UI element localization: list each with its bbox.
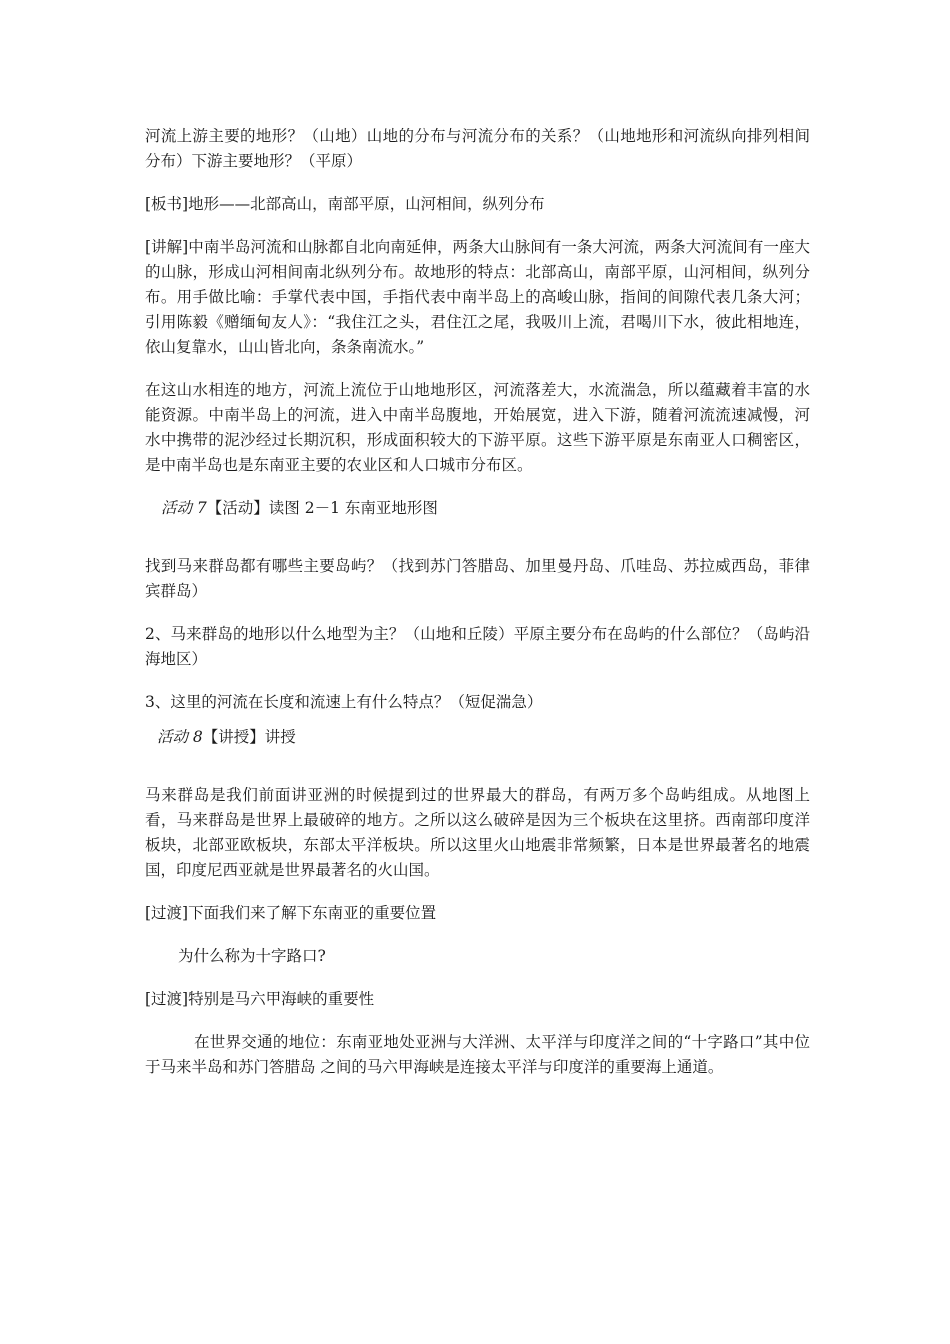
paragraph-river-feature-question: 3、这里的河流在长度和流速上有什么特点？（短促湍急） — [145, 693, 543, 711]
activity-7-label: 活动 7 — [161, 499, 207, 517]
paragraph-malay-islands-question: 找到马来群岛都有哪些主要岛屿？（找到苏门答腊岛、加里曼丹岛、爪哇岛、苏拉威西岛，菲律宾群岛） — [145, 557, 810, 600]
activity-8-heading — [145, 725, 810, 750]
activity-8-label: 活动 8 — [157, 728, 203, 746]
document-body — [145, 124, 810, 1098]
paragraph-malay-terrain-question: 2、马来群岛的地形以什么地型为主？（山地和丘陵）平原主要分布在岛屿的什么部位？（岛屿沿海地区） — [145, 625, 810, 668]
paragraph-crossroads-question: 为什么称为十字路口? — [178, 947, 326, 965]
paragraph-transition-malacca: [过渡]特别是马六甲海峡的重要性 — [145, 990, 375, 1008]
paragraph-upstream-terrain: 河流上游主要的地形？（山地）山地的分布与河流分布的关系？（山地地形和河流纵向排列相间分布）下游主要地形？（平原） — [145, 127, 810, 170]
paragraph-blackboard-terrain: [板书]地形——北部高山，南部平原，山河相间，纵列分布 — [145, 195, 545, 213]
paragraph-transition-location: [过渡]下面我们来了解下东南亚的重要位置 — [145, 904, 437, 922]
paragraph-malay-archipelago: 马来群岛是我们前面讲亚洲的时候提到过的世界最大的群岛，有两万多个岛屿组成。从地图上看，马来群岛是世界上最破碎的地方。之所以这么破碎是因为三个板块在这里挤。西南部印度洋板块，北部亚欧板块，东部太平洋板块。所以这里火山地震非常频繁，日本是世界最著名的地震国，印度尼西亚就是世界最著名的火山国。 — [145, 786, 810, 879]
paragraph-explanation: [讲解]中南半岛河流和山脉都自北向南延伸，两条大山脉间有一条大河流，两条大河流间有一座大的山脉，形成山河相间南北纵列分布。故地形的特点：北部高山，南部平原，山河相间，纵列分布。用手做比喻：手掌代表中国，手指代表中南半岛上的高峻山脉，指间的间隙代表几条大河；引用陈毅《赠缅甸友人》：“我住江之头，君住江之尾，我吸川上流，君喝川下水，彼此相地连，依山复靠水，山山皆北向，条条南流水。” — [145, 238, 810, 356]
activity-7-heading — [145, 496, 810, 521]
activity-7-text: 【活动】读图 2－1 东南亚地形图 — [206, 499, 438, 517]
paragraph-traffic-position: 在世界交通的地位：东南亚地处亚洲与大洋洲、太平洋与印度洋之间的“十字路口”其中位于马来半岛和苏门答腊岛 之间的马六甲海峡是连接太平洋与印度洋的重要海上通道。 — [145, 1033, 810, 1076]
paragraph-river-resources: 在这山水相连的地方，河流上流位于山地地形区，河流落差大，水流湍急，所以蕴藏着丰富的水能资源。中南半岛上的河流，进入中南半岛腹地，开始展宽，进入下游，随着河流流速减慢，河水中携带的泥沙经过长期沉积，形成面积较大的下游平原。这些下游平原是东南亚人口稠密区，是中南半岛也是东南亚主要的农业区和人口城市分布区。 — [145, 381, 810, 474]
activity-8-text: 【讲授】讲授 — [202, 728, 296, 746]
